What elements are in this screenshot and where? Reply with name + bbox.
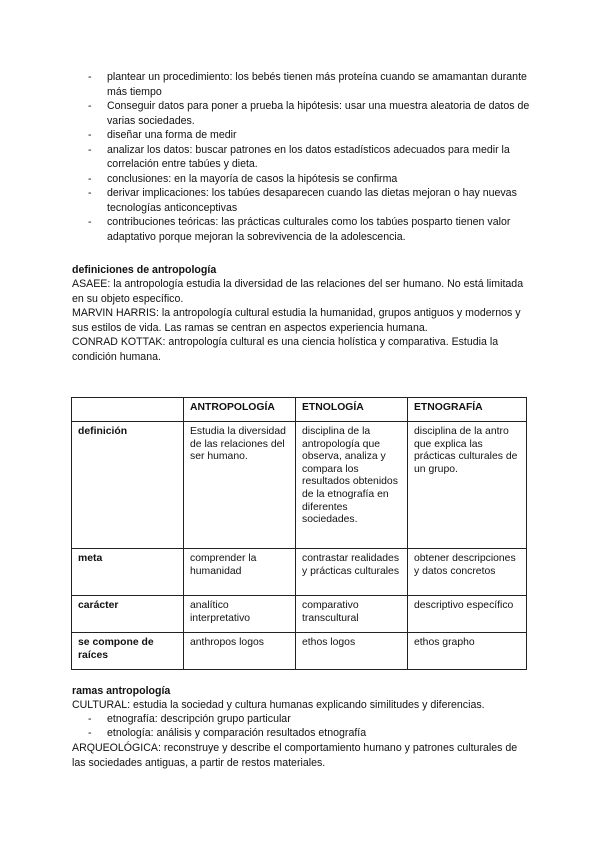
table-cell: disciplina de la antro que explica las prácticas culturales de un grupo. <box>408 422 527 549</box>
dash-bullet: - <box>88 100 92 112</box>
table-cell: disciplina de la antropología que observa, analiza y compara los resultados obtenidos de la etnografía en diferentes sociedades. <box>296 422 408 549</box>
table-row <box>72 549 527 596</box>
definition-asaee: ASAEE: la antropología estudia la diversidad de las relaciones del ser humano. No está limitada en su objeto específico. <box>72 278 524 305</box>
list-item: - contribuciones teóricas: las prácticas culturales como los tabúes posparto tienen valor adaptativo porque mejoran la sobrevivencia de la adolescencia. <box>88 216 511 243</box>
definition-harris: MARVIN HARRIS: la antropología cultural estudia la humanidad, grupos antiguos y modernos y sus estilos de vida. Las ramas se centran en aspectos experiencia humana. <box>72 307 521 334</box>
branch-cultural: CULTURAL: estudia la sociedad y cultura humanas explicando similitudes y diferencias. <box>72 699 485 711</box>
header-cell: ANTROPOLOGÍA <box>184 398 296 422</box>
table-row <box>72 422 527 549</box>
table-cell: contrastar realidades y prácticas culturales <box>296 549 408 596</box>
list-item: - Conseguir datos para poner a prueba la hipótesis: usar una muestra aleatoria de datos de varias sociedades. <box>88 100 530 127</box>
row-label: meta <box>72 549 184 596</box>
list-item: - analizar los datos: buscar patrones en los datos estadísticos adecuados para medir la correlación entre tabúes y dieta. <box>88 143 510 170</box>
cultural-subbranch-list <box>88 712 528 740</box>
list-item: - derivar implicaciones: los tabúes desaparecen cuando las dietas mejoran o hay nuevas tecnologías anticonceptivas <box>88 187 517 214</box>
list-item: - etnología: análisis y comparación resultados etnografía <box>88 727 367 740</box>
table-cell: analítico interpretativo <box>184 596 296 633</box>
branch-archaeological: ARQUEOLÓGICA: reconstruye y describe el comportamiento humano y patrones culturales de las sociedades antiguas, a partir de restos materiales. <box>72 742 518 769</box>
row-label: se compone de raíces <box>72 633 184 670</box>
table-cell: comparativo transcultural <box>296 596 408 633</box>
list-item: - etnografía: descripción grupo particular <box>88 713 291 725</box>
table-cell: anthropos logos <box>184 633 296 670</box>
table-cell: Estudia la diversidad de las relaciones del ser humano. <box>184 422 296 549</box>
table-cell: descriptivo específico <box>408 596 527 633</box>
dash-bullet: - <box>88 727 92 740</box>
header-cell: ETNOGRAFÍA <box>408 398 527 422</box>
table-header-row <box>72 398 527 422</box>
list-item: - plantear un procedimiento: los bebés tienen más proteína cuando se amamantan durante más tiempo <box>88 71 527 98</box>
table-cell: obtener descripciones y datos concretos <box>408 549 527 596</box>
definition-kottak: CONRAD KOTTAK: antropología cultural es una ciencia holística y comparativa. Estudia la condición humana. <box>72 336 499 363</box>
dash-bullet: - <box>88 129 92 141</box>
list-item: - diseñar una forma de medir <box>88 129 237 141</box>
table-cell: comprender la humanidad <box>184 549 296 596</box>
table-row <box>72 596 527 633</box>
definitions-body <box>72 277 532 365</box>
table-cell: ethos grapho <box>408 633 527 670</box>
header-cell <box>72 398 184 422</box>
list-item: - conclusiones: en la mayoría de casos la hipótesis se confirma <box>88 172 398 185</box>
dash-bullet: - <box>88 143 92 156</box>
procedure-list <box>88 70 540 244</box>
row-label: carácter <box>72 596 184 633</box>
header-cell: ETNOLOGÍA <box>296 398 408 422</box>
dash-bullet: - <box>88 71 92 83</box>
table-row <box>72 633 527 670</box>
dash-bullet: - <box>88 172 92 185</box>
branches-title: ramas antropología <box>72 685 171 697</box>
definitions-title: definiciones de antropología <box>72 264 217 276</box>
table-cell: ethos logos <box>296 633 408 670</box>
comparison-table <box>71 397 527 670</box>
dash-bullet: - <box>88 216 92 228</box>
dash-bullet: - <box>88 713 92 725</box>
row-label: definición <box>72 422 184 549</box>
dash-bullet: - <box>88 187 92 199</box>
